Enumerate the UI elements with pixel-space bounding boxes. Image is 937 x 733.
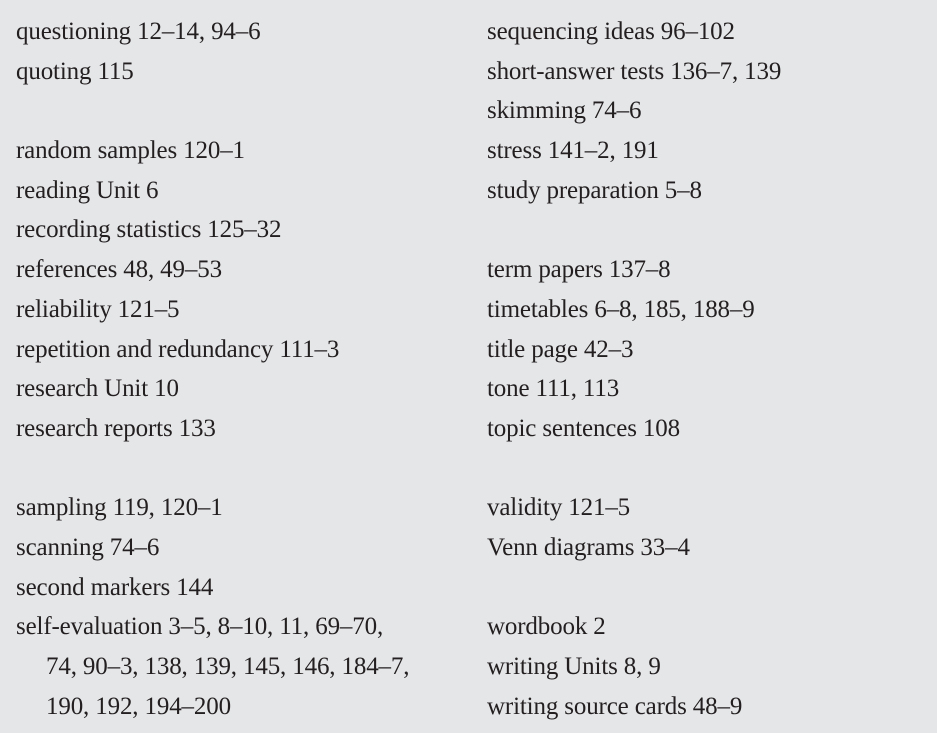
index-entry-title-page: title page 42–3 xyxy=(487,335,634,363)
letter-group-gap xyxy=(16,91,466,131)
index-entry-scanning: scanning 74–6 xyxy=(16,533,160,561)
letter-group-gap xyxy=(487,568,927,608)
index-entry-research: research Unit 10 xyxy=(16,375,179,403)
index-entry-self-evaluation-line-1: self-evaluation 3–5, 8–10, 11, 69–70, xyxy=(16,613,384,641)
letter-group-gap xyxy=(487,210,927,250)
index-entry-self-evaluation-line-3: 190, 192, 194–200 xyxy=(46,692,231,720)
index-entry-sampling: sampling 119, 120–1 xyxy=(16,494,223,522)
index-entry-venn-diagrams: Venn diagrams 33–4 xyxy=(487,533,690,561)
index-entry-stress: stress 141–2, 191 xyxy=(487,137,659,165)
index-column-left xyxy=(16,12,466,726)
index-entry-short-answer-tests: short-answer tests 136–7, 139 xyxy=(487,57,782,85)
index-entry-questioning: questioning 12–14, 94–6 xyxy=(16,18,261,45)
index-entry-random-samples: random samples 120–1 xyxy=(16,137,245,165)
index-entry-wordbook: wordbook 2 xyxy=(487,613,606,641)
index-entry-study-preparation: study preparation 5–8 xyxy=(487,176,702,204)
index-entry-skimming: skimming 74–6 xyxy=(487,97,642,125)
index-entry-reliability: reliability 121–5 xyxy=(16,295,180,323)
index-entry-tone: tone 111, 113 xyxy=(487,375,620,403)
index-column-right xyxy=(487,12,927,726)
index-entry-validity: validity 121–5 xyxy=(487,494,631,522)
index-entry-self-evaluation-line-2: 74, 90–3, 138, 139, 145, 146, 184–7, xyxy=(46,653,410,681)
letter-group-gap xyxy=(487,449,927,489)
index-entry-reading: reading Unit 6 xyxy=(16,176,159,204)
index-entry-references: references 48, 49–53 xyxy=(16,256,222,284)
index-entry-recording-statistics: recording statistics 125–32 xyxy=(16,216,282,244)
index-entry-repetition: repetition and redundancy 111–3 xyxy=(16,335,340,363)
index-entry-self-evaluation xyxy=(16,607,466,726)
index-entry-second-markers: second markers 144 xyxy=(16,573,214,601)
index-entry-writing: writing Units 8, 9 xyxy=(487,653,661,680)
index-entry-topic-sentences: topic sentences 108 xyxy=(487,414,680,442)
index-entry-term-papers: term papers 137–8 xyxy=(487,256,671,284)
letter-group-gap xyxy=(16,449,466,489)
index-entry-writing-source-cards: writing source cards 48–9 xyxy=(487,692,743,720)
index-entry-quoting: quoting 115 xyxy=(16,57,134,85)
index-entry-research-reports: research reports 133 xyxy=(16,414,216,442)
index-entry-sequencing-ideas: sequencing ideas 96–102 xyxy=(487,18,735,45)
index-entry-timetables: timetables 6–8, 185, 188–9 xyxy=(487,295,755,323)
